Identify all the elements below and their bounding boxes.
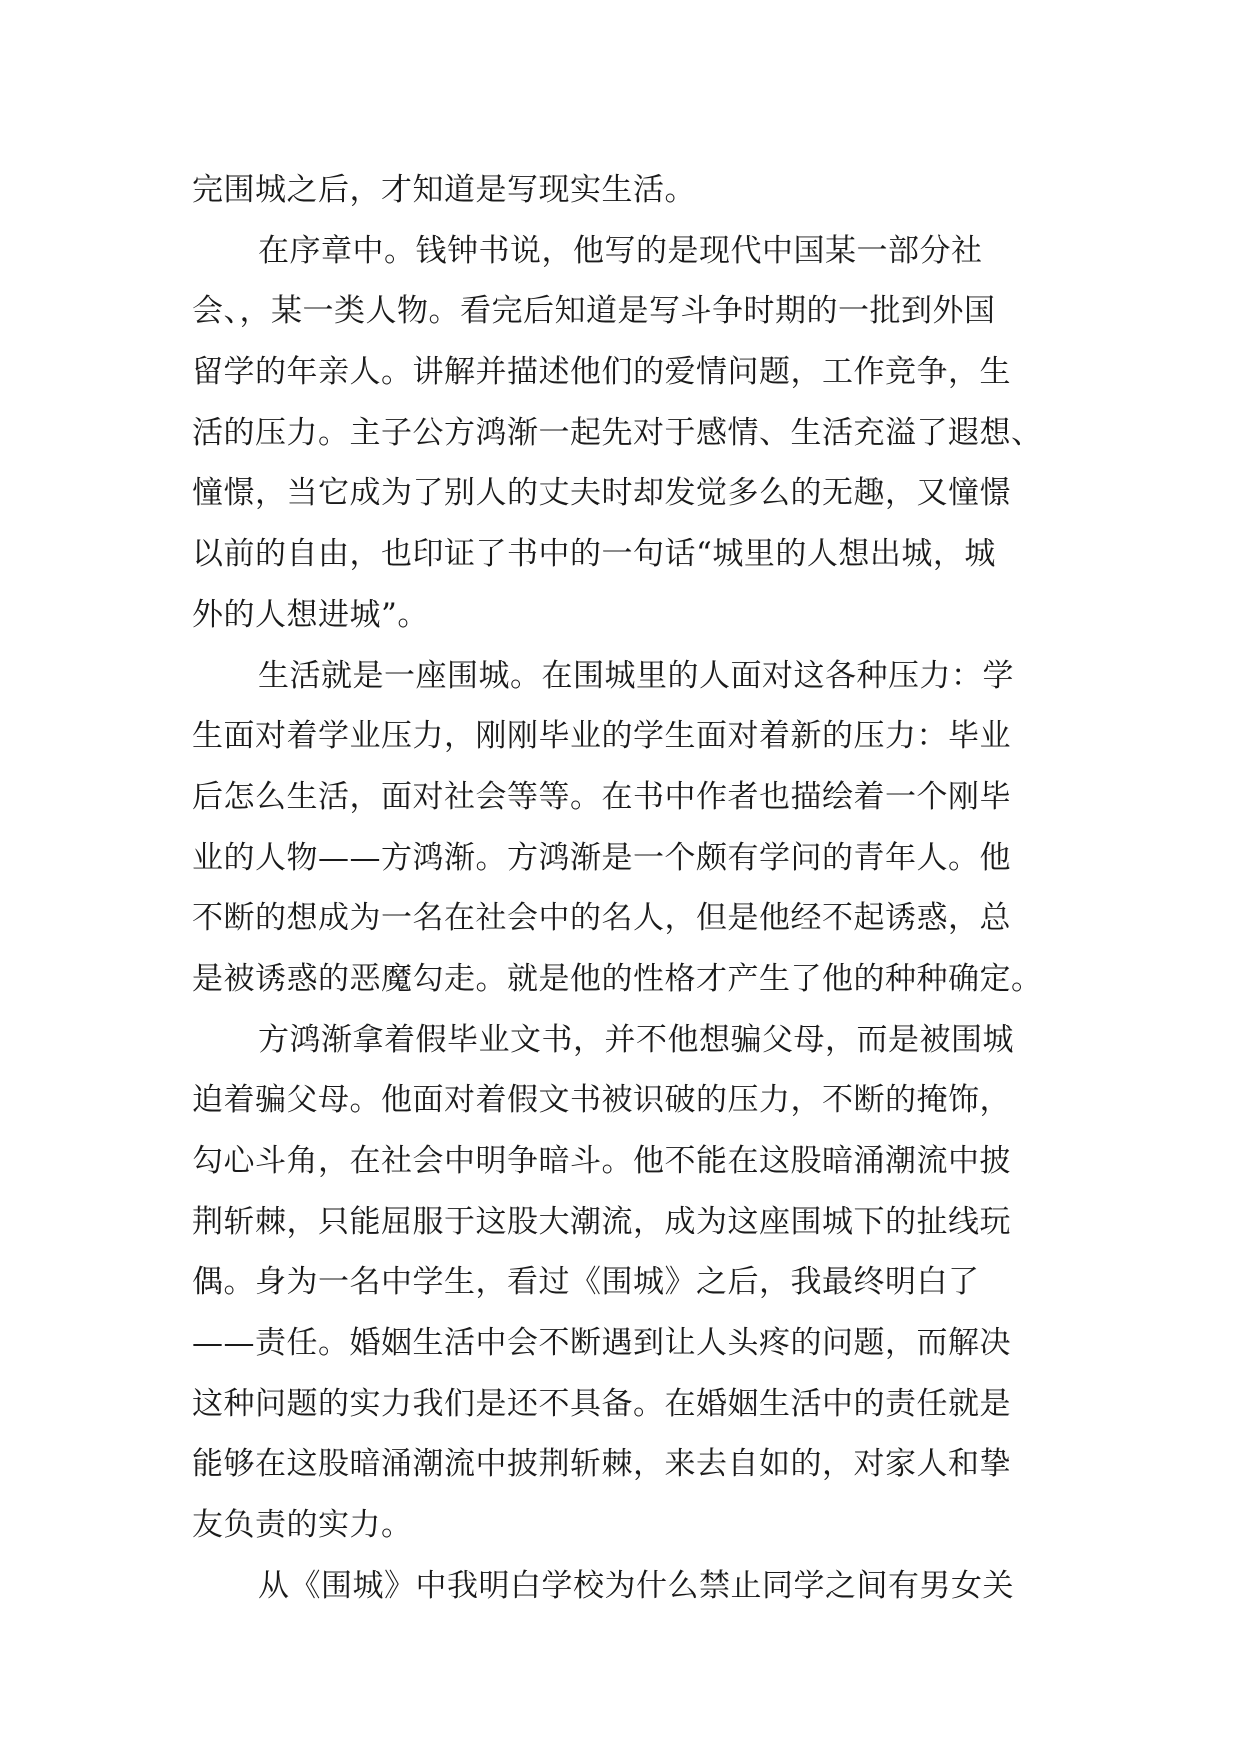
text-line: 完围城之后，才知道是写现实生活。	[192, 172, 696, 208]
text-line: 生面对着学业压力，刚刚毕业的学生面对着新的压力：毕业	[192, 718, 1011, 755]
text-line: 后怎么生活，面对社会等等。在书中作者也描绘着一个刚毕	[192, 778, 1011, 815]
text-line: 从《围城》中我明白学校为什么禁止同学之间有男女关	[258, 1567, 1014, 1604]
text-line: 留学的年亲人。讲解并描述他们的爱情问题，工作竞争，生	[192, 354, 1011, 391]
text-line: 憧憬，当它成为了别人的丈夫时却发觉多么的无趣，又憧憬	[192, 475, 1011, 512]
text-line: 生活就是一座围城。在围城里的人面对这各种压力：学	[258, 657, 1014, 694]
text-line: 荆斩棘，只能屈服于这股大潮流，成为这座围城下的扯线玩	[192, 1203, 1011, 1240]
text-line: 迫着骗父母。他面对着假文书被识破的压力，不断的掩饰，	[192, 1082, 1011, 1119]
text-line: 是被诱惑的恶魔勾走。就是他的性格才产生了他的种种确定。	[192, 960, 1043, 997]
text-line: 不断的想成为一名在社会中的名人，但是他经不起诱惑，总	[192, 900, 1011, 937]
text-line: 活的压力。主子公方鸿渐一起先对于感情、生活充溢了遐想、	[192, 414, 1043, 451]
text-line: 外的人想进城”。	[192, 596, 429, 633]
text-line: 会、，某一类人物。看完后知道是写斗争时期的一批到外国	[192, 293, 996, 330]
text-line: 以前的自由，也印证了书中的一句话“城里的人想出城，城	[192, 536, 996, 573]
text-line: 这种问题的实力我们是还不具备。在婚姻生活中的责任就是	[192, 1385, 1011, 1422]
body-text	[192, 160, 1052, 1617]
text-line: 勾心斗角，在社会中明争暗斗。他不能在这股暗涌潮流中披	[192, 1143, 1011, 1179]
text-line: 偶。身为一名中学生，看过《围城》之后，我最终明白了	[192, 1264, 980, 1301]
text-line: 在序章中。钱钟书说，他写的是现代中国某一部分社	[258, 232, 983, 269]
text-line: 能够在这股暗涌潮流中披荆斩棘，来去自如的，对家人和挚	[192, 1446, 1011, 1483]
text-line: ——责任。婚姻生活中会不断遇到让人头疼的问题，而解决	[192, 1325, 1011, 1362]
text-line: 业的人物——方鸿渐。方鸿渐是一个颇有学问的青年人。他	[192, 839, 1011, 876]
text-line: 友负责的实力。	[192, 1507, 413, 1544]
text-line: 方鸿渐拿着假毕业文书，并不他想骗父母，而是被围城	[258, 1021, 1014, 1058]
